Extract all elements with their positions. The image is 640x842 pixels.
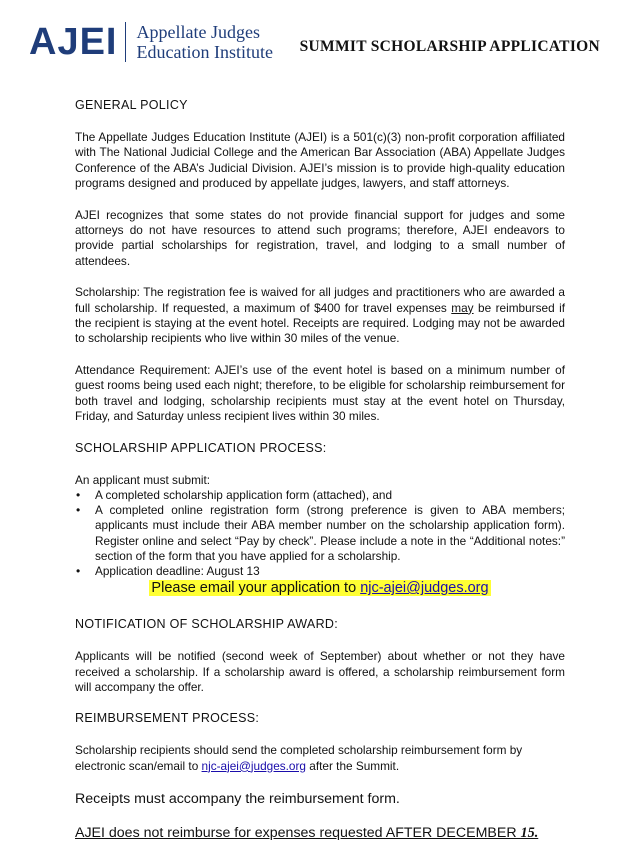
logo-line-2: Education Institute	[136, 42, 273, 62]
scholarship-label: Scholarship:	[75, 285, 140, 300]
notification-paragraph: Applicants will be notified (second week of September) about whether or not they have received a scholarship. If a scholarship award is offered, a scholarship reimbursement form will accompany the offer.	[75, 649, 565, 694]
list-item: • A completed scholarship application form (attached), and	[95, 488, 565, 503]
logo-line-1: Appellate Judges	[136, 22, 260, 42]
deadline-day: 15.	[520, 825, 539, 842]
attendance-text: AJEI’s use of the event hotel is based on a minimum number of guest rooms being used each night; therefore, to be eligible for scholarship reimbursement for both travel and lodging, scholarship recipients must stay at the event hotel on Thursday, Friday, and Saturday unless recipient lives within 30 miles.	[75, 362, 565, 424]
general-policy-heading: GENERAL POLICY	[75, 98, 188, 112]
reimbursement-heading: REIMBURSEMENT PROCESS:	[75, 711, 260, 726]
requirements-list	[75, 488, 565, 579]
attendance-paragraph	[75, 363, 565, 425]
email-application-banner	[75, 579, 565, 597]
reimbursement-paragraph	[75, 743, 565, 774]
ajei-logo	[29, 22, 273, 62]
document-body	[75, 98, 565, 842]
logo-organization-name	[136, 22, 272, 62]
reimbursement-email-link[interactable]: njc-ajei@judges.org	[201, 758, 306, 773]
reimbursement-text-a: Scholarship recipients should send the completed scholarship reimbursement form by electronic scan/email to	[75, 743, 523, 773]
logo-divider	[125, 22, 126, 62]
logo-mark: AJEI	[29, 21, 118, 63]
notification-heading: NOTIFICATION OF SCHOLARSHIP AWARD:	[75, 617, 339, 632]
list-item: • Application deadline: August 13	[95, 564, 565, 579]
document-title: SUMMIT SCHOLARSHIP APPLICATION	[299, 38, 600, 55]
reimbursement-deadline-note	[75, 824, 565, 842]
application-intro: An applicant must submit:	[75, 472, 211, 487]
general-policy-paragraph-2: AJEI recognizes that some states do not provide financial support for judges and some attorneys do not have resources to attend such programs; therefore, AJEI endeavors to provide partial scholarships for registration, travel, and lodging to a small number of attendees.	[75, 207, 565, 268]
scholarship-paragraph	[75, 285, 565, 347]
scholarship-text-b: be reimbursed if the recipient is staying at the event hotel. Receipts are required. Lodging may not be awarded to scholarship recipients who live within 30 miles of the venue.	[75, 300, 565, 346]
application-email-link[interactable]: njc-ajei@judges.org	[360, 580, 489, 597]
general-policy-paragraph-1: The Appellate Judges Education Institute (AJEI) is a 501(c)(3) non-profit corporation affiliated with The National Judicial College and the American Bar Association (ABA) Appellate Judges Conference of the ABA’s Judicial Division. AJEI’s mission is to provide high-quality education programs designed and produced by appellate judges, lawyers, and staff attorneys.	[75, 130, 565, 191]
reimbursement-text-b: after the Summit.	[306, 758, 400, 773]
list-item: • A completed online registration form (strong preference is given to ABA members; applicants must include their ABA member number on the scholarship application form). Register online and select “Pay by check”. Please include a note in the “Additional notes:” section of the form that you have applied for a scholarship.	[95, 503, 565, 564]
receipts-note: Receipts must accompany the reimbursement form.	[75, 791, 400, 808]
scholarship-text-a: The registration fee is waived for all judges and practitioners who are awarded a full scholarship. If requested, a maximum of $400 for travel expenses	[75, 285, 565, 315]
attendance-label: Attendance Requirement:	[75, 362, 211, 377]
deadline-text: AJEI does not reimburse for expenses requested AFTER DECEMBER	[75, 825, 521, 842]
email-highlight	[149, 580, 490, 596]
scholarship-may: may	[451, 300, 474, 315]
application-process-heading: SCHOLARSHIP APPLICATION PROCESS:	[75, 440, 327, 455]
email-prompt: Please email your application to	[151, 580, 361, 597]
